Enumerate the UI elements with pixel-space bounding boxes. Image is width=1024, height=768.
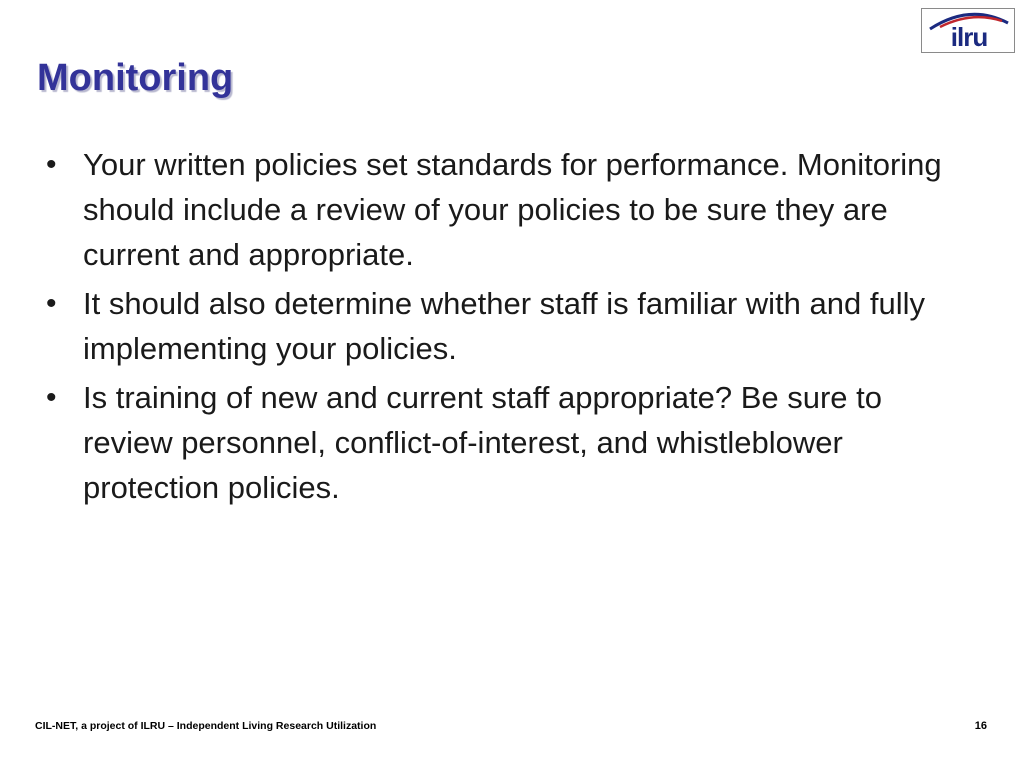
ilru-logo	[921, 8, 1015, 53]
bullet-text: It should also determine whether staff is familiar with and fully implementing your policies.	[83, 286, 925, 366]
footer-credit: CIL-NET, a project of ILRU – Independent Living Research Utilization	[35, 720, 377, 732]
bullet-item	[44, 281, 974, 371]
page-number: 16	[974, 720, 987, 732]
bullet-item	[44, 375, 974, 510]
bullet-marker: •	[46, 381, 57, 414]
bullet-item	[44, 142, 974, 277]
bullet-list	[44, 142, 974, 514]
bullet-marker: •	[46, 287, 57, 320]
slide-title: Monitoring	[37, 57, 234, 99]
bullet-text: Your written policies set standards for performance. Monitoring should include a review of your policies to be sure they are current and appropriate.	[83, 147, 942, 272]
logo-text: ilru	[950, 22, 988, 52]
bullet-marker: •	[46, 148, 57, 181]
bullet-text: Is training of new and current staff appropriate? Be sure to review personnel, conflict-of-interest, and whistleblower protection policies.	[83, 380, 883, 505]
